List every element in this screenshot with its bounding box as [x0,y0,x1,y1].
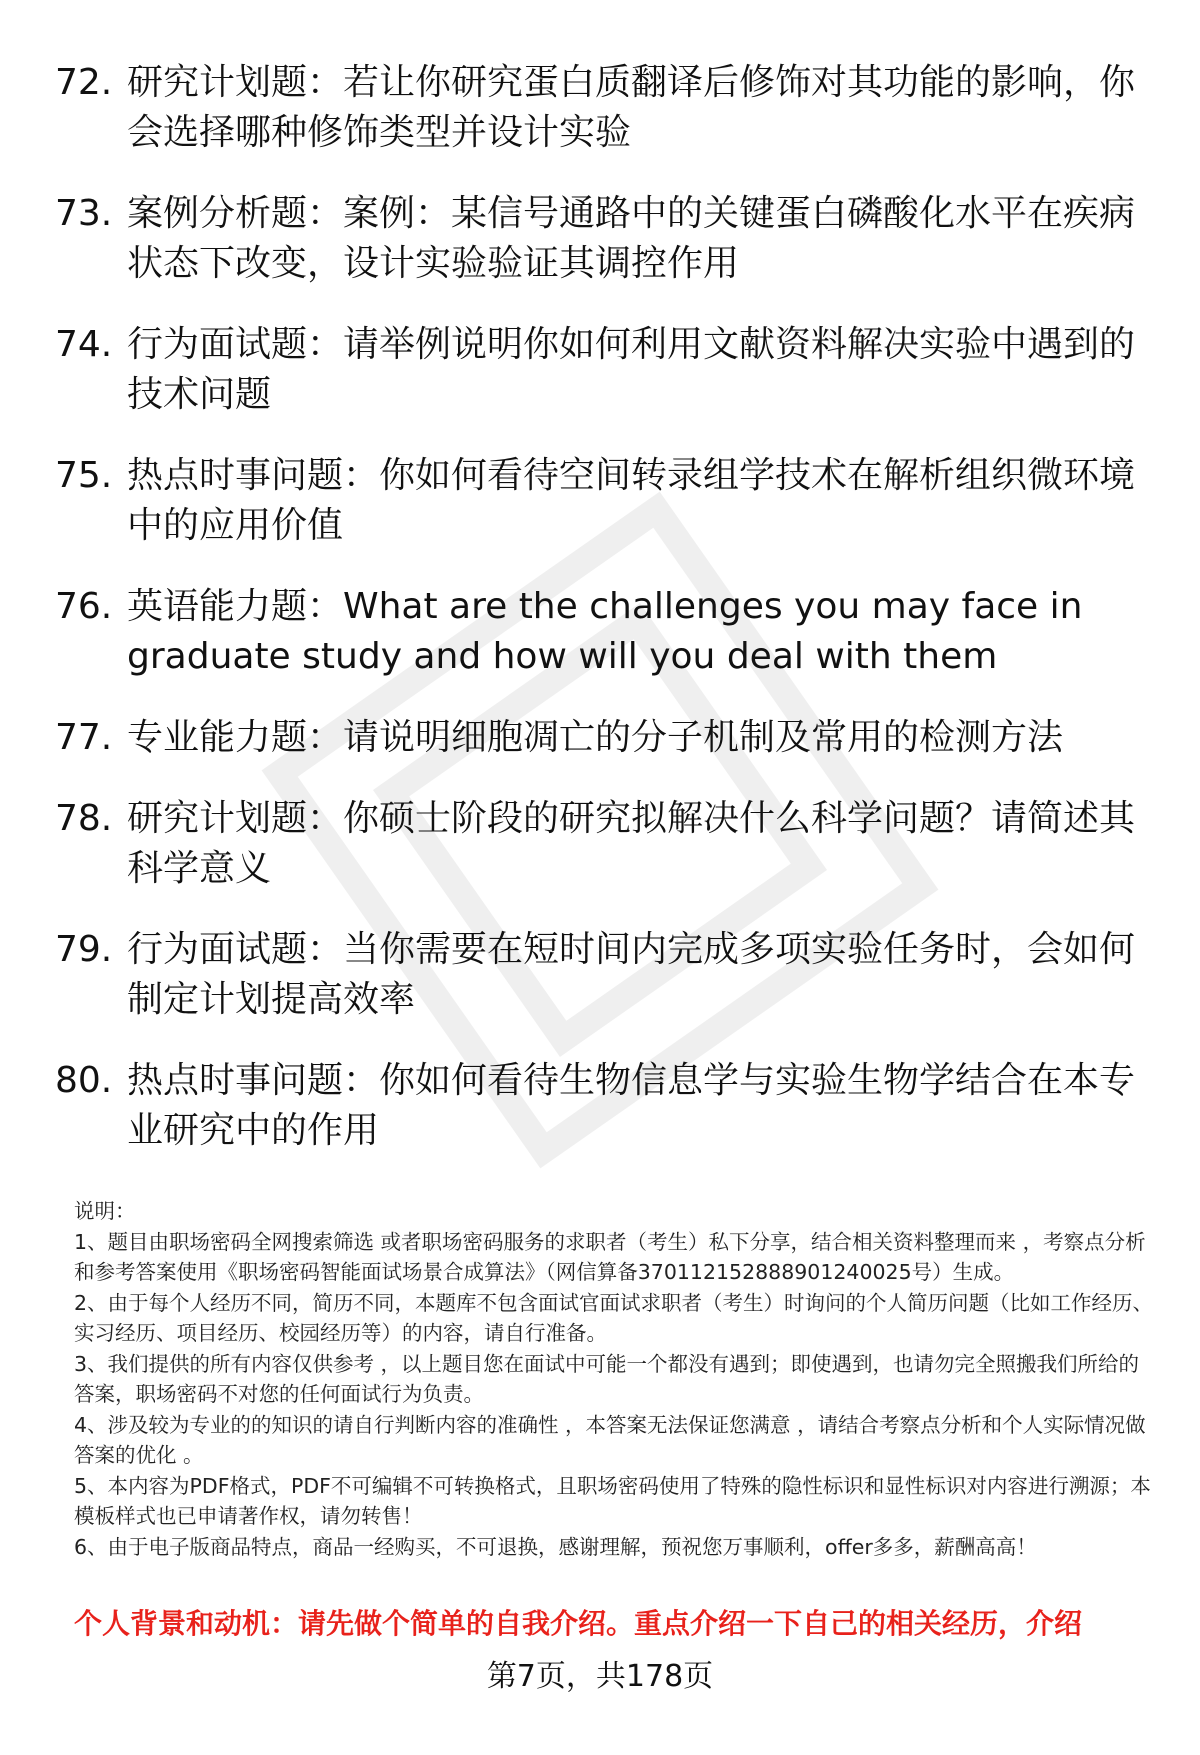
question-text: 案例分析题：案例：某信号通路中的关键蛋白磷酸化水平在疾病状态下改变，设计实验验证其调控作用 [127,193,1136,284]
note-item: 1、题目由职场密码全网搜索筛选 或者职场密码服务的求职者（考生）私下分享，结合相关资料整理而来 ，考察点分析和参考答案使用《职场密码智能面试场景合成算法》（网信算备370112152888901240025号）生成。 [74,1229,1146,1284]
note-item: 5、本内容为PDF格式，PDF不可编辑不可转换格式，且职场密码使用了特殊的隐性标识和显性标识对内容进行溯源；本模板样式也已申请著作权，请勿转售！ [74,1473,1151,1528]
question-text: 热点时事问题：你如何看待生物信息学与实验生物学结合在本专业研究中的作用 [127,1060,1136,1151]
notes-title: 说明： [74,1199,136,1223]
question-item [55,58,1145,158]
question-list [55,58,1145,1187]
question-number: 74. [55,324,113,365]
note-item: 6、由于电子版商品特点，商品一经购买，不可退换，感谢理解，预祝您万事顺利，offer多多，薪酬高高！ [74,1534,1037,1559]
question-item [55,1056,1145,1156]
question-item [55,320,1145,420]
question-item [55,794,1145,894]
question-item [55,925,1145,1025]
question-item [55,582,1145,682]
question-number: 79. [55,929,113,970]
highlight-question: 个人背景和动机：请先做个简单的自我介绍。重点介绍一下自己的相关经历，介绍 [74,1607,1083,1640]
question-text: 专业能力题：请说明细胞凋亡的分子机制及常用的检测方法 [127,717,1064,758]
question-text: 热点时事问题：你如何看待空间转录组学技术在解析组织微环境中的应用价值 [127,455,1136,546]
question-text: 研究计划题：你硕士阶段的研究拟解决什么科学问题？请简述其科学意义 [127,798,1136,889]
note-item: 4、涉及较为专业的的知识的请自行判断内容的准确性 ，本答案无法保证您满意 ，请结合考察点分析和个人实际情况做答案的优化 。 [74,1412,1146,1467]
note-item: 2、由于每个人经历不同，简历不同，本题库不包含面试官面试求职者（考生）时询问的个人简历问题（比如工作经历、实习经历、项目经历、校园经历等）的内容，请自行准备。 [74,1290,1154,1345]
question-number: 80. [55,1060,113,1101]
question-item [55,451,1145,551]
question-number: 77. [55,717,113,758]
page-number: 第7页，共178页 [486,1659,714,1694]
question-number: 78. [55,798,113,839]
question-item [55,189,1145,289]
question-number: 72. [55,62,113,103]
question-item [55,713,1145,763]
question-number: 73. [55,193,113,234]
note-item: 3、我们提供的所有内容仅供参考 ，以上题目您在面试中可能一个都没有遇到；即使遇到，也请勿完全照搬我们所给的答案，职场密码不对您的任何面试行为负责。 [74,1351,1140,1406]
question-number: 75. [55,455,113,496]
question-text: 行为面试题：请举例说明你如何利用文献资料解决实验中遇到的技术问题 [127,324,1136,415]
question-text: 研究计划题：若让你研究蛋白质翻译后修饰对其功能的影响，你会选择哪种修饰类型并设计实验 [127,62,1136,153]
notes-section [74,1196,1154,1562]
question-text: 行为面试题：当你需要在短时间内完成多项实验任务时，会如何制定计划提高效率 [127,929,1136,1020]
question-number: 76. [55,586,113,627]
question-text: 英语能力题：What are the challenges you may face in graduate study and how will you deal with them [127,586,1083,677]
